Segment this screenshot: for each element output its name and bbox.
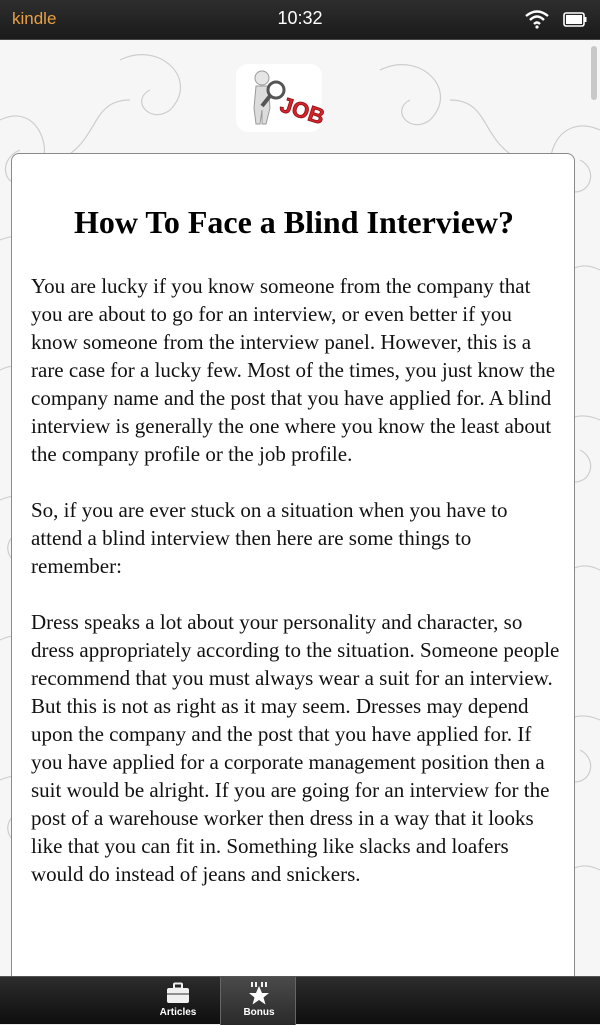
scrollbar[interactable] bbox=[591, 46, 597, 100]
job-search-icon bbox=[236, 64, 328, 132]
battery-icon bbox=[563, 10, 587, 28]
article-card bbox=[11, 153, 575, 983]
article-paragraph: Dress speaks a lot about your personality and character, so dress appropriately according to the situation. Someone people recommend that you must always wear a suit for an interview. But this is not as right as it may seem. Dresses may depend upon the company and the post that you have applied for. If you have applied for a corporate management position then a suit would be alright. If you are going for an interview for the post of a warehouse worker then dress in a way that it looks like that you can fit in. Something like slacks and loafers would do instead of jeans and snickers. bbox=[31, 610, 560, 886]
article-title: How To Face a Blind Interview? bbox=[73, 204, 514, 240]
article-body bbox=[31, 272, 561, 916]
wifi-icon bbox=[524, 9, 550, 29]
article-paragraph: So, if you are ever stuck on a situation when you have to attend a blind interview then here are some things to remember: bbox=[31, 498, 508, 578]
tab-bonus-label: Bonus bbox=[243, 1007, 275, 1018]
briefcase-icon bbox=[166, 982, 190, 1004]
star-icon bbox=[247, 982, 271, 1006]
job-logo-text: JOB bbox=[277, 91, 328, 130]
tab-bonus[interactable] bbox=[220, 977, 296, 1025]
tab-articles[interactable] bbox=[140, 977, 216, 1025]
status-bar bbox=[0, 0, 600, 40]
tab-articles-label: Articles bbox=[159, 1007, 197, 1018]
job-logo bbox=[236, 64, 328, 132]
article-paragraph: You are lucky if you know someone from the company that you are about to go for an interview, or even better if you know someone from the interview panel. However, this is a rare case for a lucky few. Most of the times, you just know the company name and the post that you have applied for. A blind interview is generally the one where you know the least about the company profile or the job profile. bbox=[31, 274, 556, 466]
clock: 10:32 bbox=[277, 8, 323, 28]
kindle-label: kindle bbox=[12, 9, 57, 28]
bottom-tab-bar bbox=[0, 976, 600, 1024]
